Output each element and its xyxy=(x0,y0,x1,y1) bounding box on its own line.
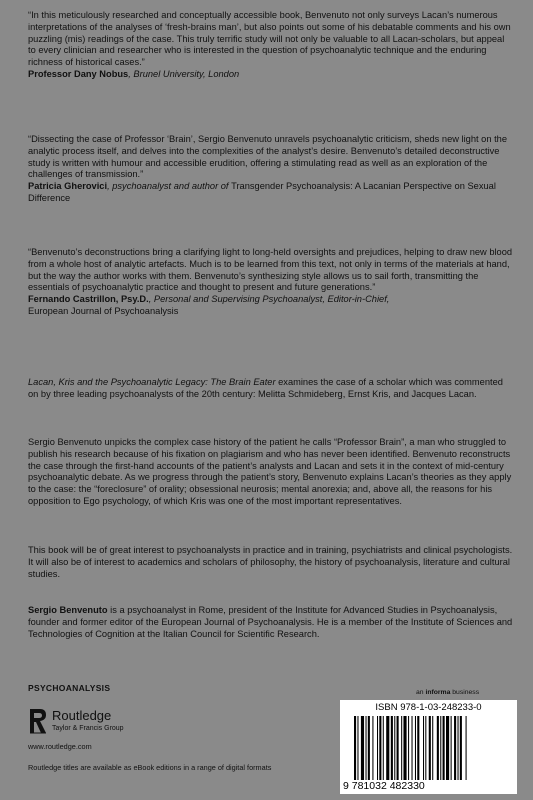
endorser-affiliation: , Brunel University, London xyxy=(128,68,240,79)
quote-attribution xyxy=(28,294,514,318)
ebook-note: Routledge titles are available as eBook editions in a range of digital formats xyxy=(28,763,272,772)
endorser-journal: European Journal of Psychoanalysis xyxy=(28,305,179,316)
author-bio: Sergio Benvenuto is a psychoanalyst in Rome, president of the Institute for Advanced Studies in Psychoanalysis, founder and former editor of the European Journal of Psychoanalysis. He is a member of the Institute of Sciences and Technologies of Cognition at the Italian Council for Scientific Research. xyxy=(28,605,513,639)
endorser-name: Professor Dany Nobus xyxy=(28,68,129,79)
author-name: Sergio Benvenuto xyxy=(28,605,108,615)
quote-text: “Dissecting the case of Professor ‘Brain’, Sergio Benvenuto unravels psychoanalytic criticism, sheds new light on the analytic process itself, and delves into the complexities of the analyst’s desire. Benvenuto’s detailed deconstructive study is written with humour and accessible erudition, offering a stimulating read as well as an exploration of the challenges of transmission.” xyxy=(28,134,508,180)
quote-text: “Benvenuto’s deconstructions bring a clarifying light to long-held oversights and prejudices, helping to draw new blood from a whole host of analytic artefacts. Much is to be learned from this text, not only in terms of the materials at hand, but the way the author works with them. Benvenuto’s synthesizing style allows us to sail forth, transmitting the essentials of psychoanalytic practice and thought to present and future generations.” xyxy=(28,247,513,293)
endorser-affiliation: , Personal and Supervising Psychoanalyst, Editor-in-Chief, xyxy=(148,294,390,305)
routledge-r-icon xyxy=(28,707,48,735)
publisher-website: www.routledge.com xyxy=(28,742,92,751)
publisher-name: Routledge xyxy=(52,708,112,723)
endorser-name: Patricia Gherovici xyxy=(28,181,108,192)
isbn-text: ISBN 978-1-03-248233-0 xyxy=(375,702,482,713)
book-title: Lacan, Kris and the Psychoanalytic Legacy: The Brain Eater xyxy=(28,377,276,387)
endorsement-2 xyxy=(28,134,514,205)
endorsement-1 xyxy=(28,10,514,81)
category-label: PSYCHOANALYSIS xyxy=(28,683,111,693)
description-paragraph-1: Lacan, Kris and the Psychoanalytic Legacy: The Brain Eater examines the case of a scholar which was commented on by three leading psychoanalysts of the 20th century: Melitta Schmideberg, Ernst Kris, and Jacques Lacan. xyxy=(28,377,503,399)
description-paragraph-2: Sergio Benvenuto unpicks the complex case history of the patient he calls “Professor Brain”, a man who struggled to publish his research because of his fixation on plagiarism and who has never been identified. Benvenuto reconstructs the case through the first-hand accounts of the patient’s analysts and Lacan and sets it in the context of mid-century psychoanalytic debate. As we progress through the patient’s story, Benvenuto explains Lacan’s theories as they apply to the case: the “foreclosure” of orality; obsessional neurosis; mental anorexia; and, above all, the reasons for his opposition to Ego psychology, of which Kris was one of the most important representatives. xyxy=(28,437,512,506)
quote-text: “In this meticulously researched and conceptually accessible book, Benvenuto not only surveys Lacan’s numerous interpretations of the analyses of ‘fresh-brains man’, but also points out some of his debatable comments and his own puzzling (mis) readings of the case. This truly terrific study will not only be valuable to all Lacan-scholars, but appeal to every clinician and researcher who is interested in the question of psychoanalytic technique and the enduring richness of historical cases.” xyxy=(28,10,511,68)
quote-attribution xyxy=(28,181,514,205)
publisher-logo xyxy=(28,707,158,739)
barcode-icon xyxy=(352,716,512,782)
endorsement-3 xyxy=(28,247,514,318)
endorser-book-title: Transgender Psychoanalysis: A Lacanian Perspective on Sexual Difference xyxy=(28,181,496,203)
informa-business-label: an informa business xyxy=(416,689,480,696)
publisher-group: Taylor & Francis Group xyxy=(52,725,124,732)
description-paragraph-3: This book will be of great interest to psychoanalysts in practice and in training, psychiatrists and clinical psychologists. It will also be of interest to academics and scholars of philosophy, the history of psychoanalysis, literature and cultural studies. xyxy=(28,545,513,579)
endorser-affiliation: , psychoanalyst and author of xyxy=(107,181,232,192)
endorser-name: Fernando Castrillon, Psy.D. xyxy=(28,294,149,305)
quote-attribution xyxy=(28,69,514,81)
barcode-panel: ISBN 978-1-03-248233-0 9 781032 482330 xyxy=(340,700,517,794)
